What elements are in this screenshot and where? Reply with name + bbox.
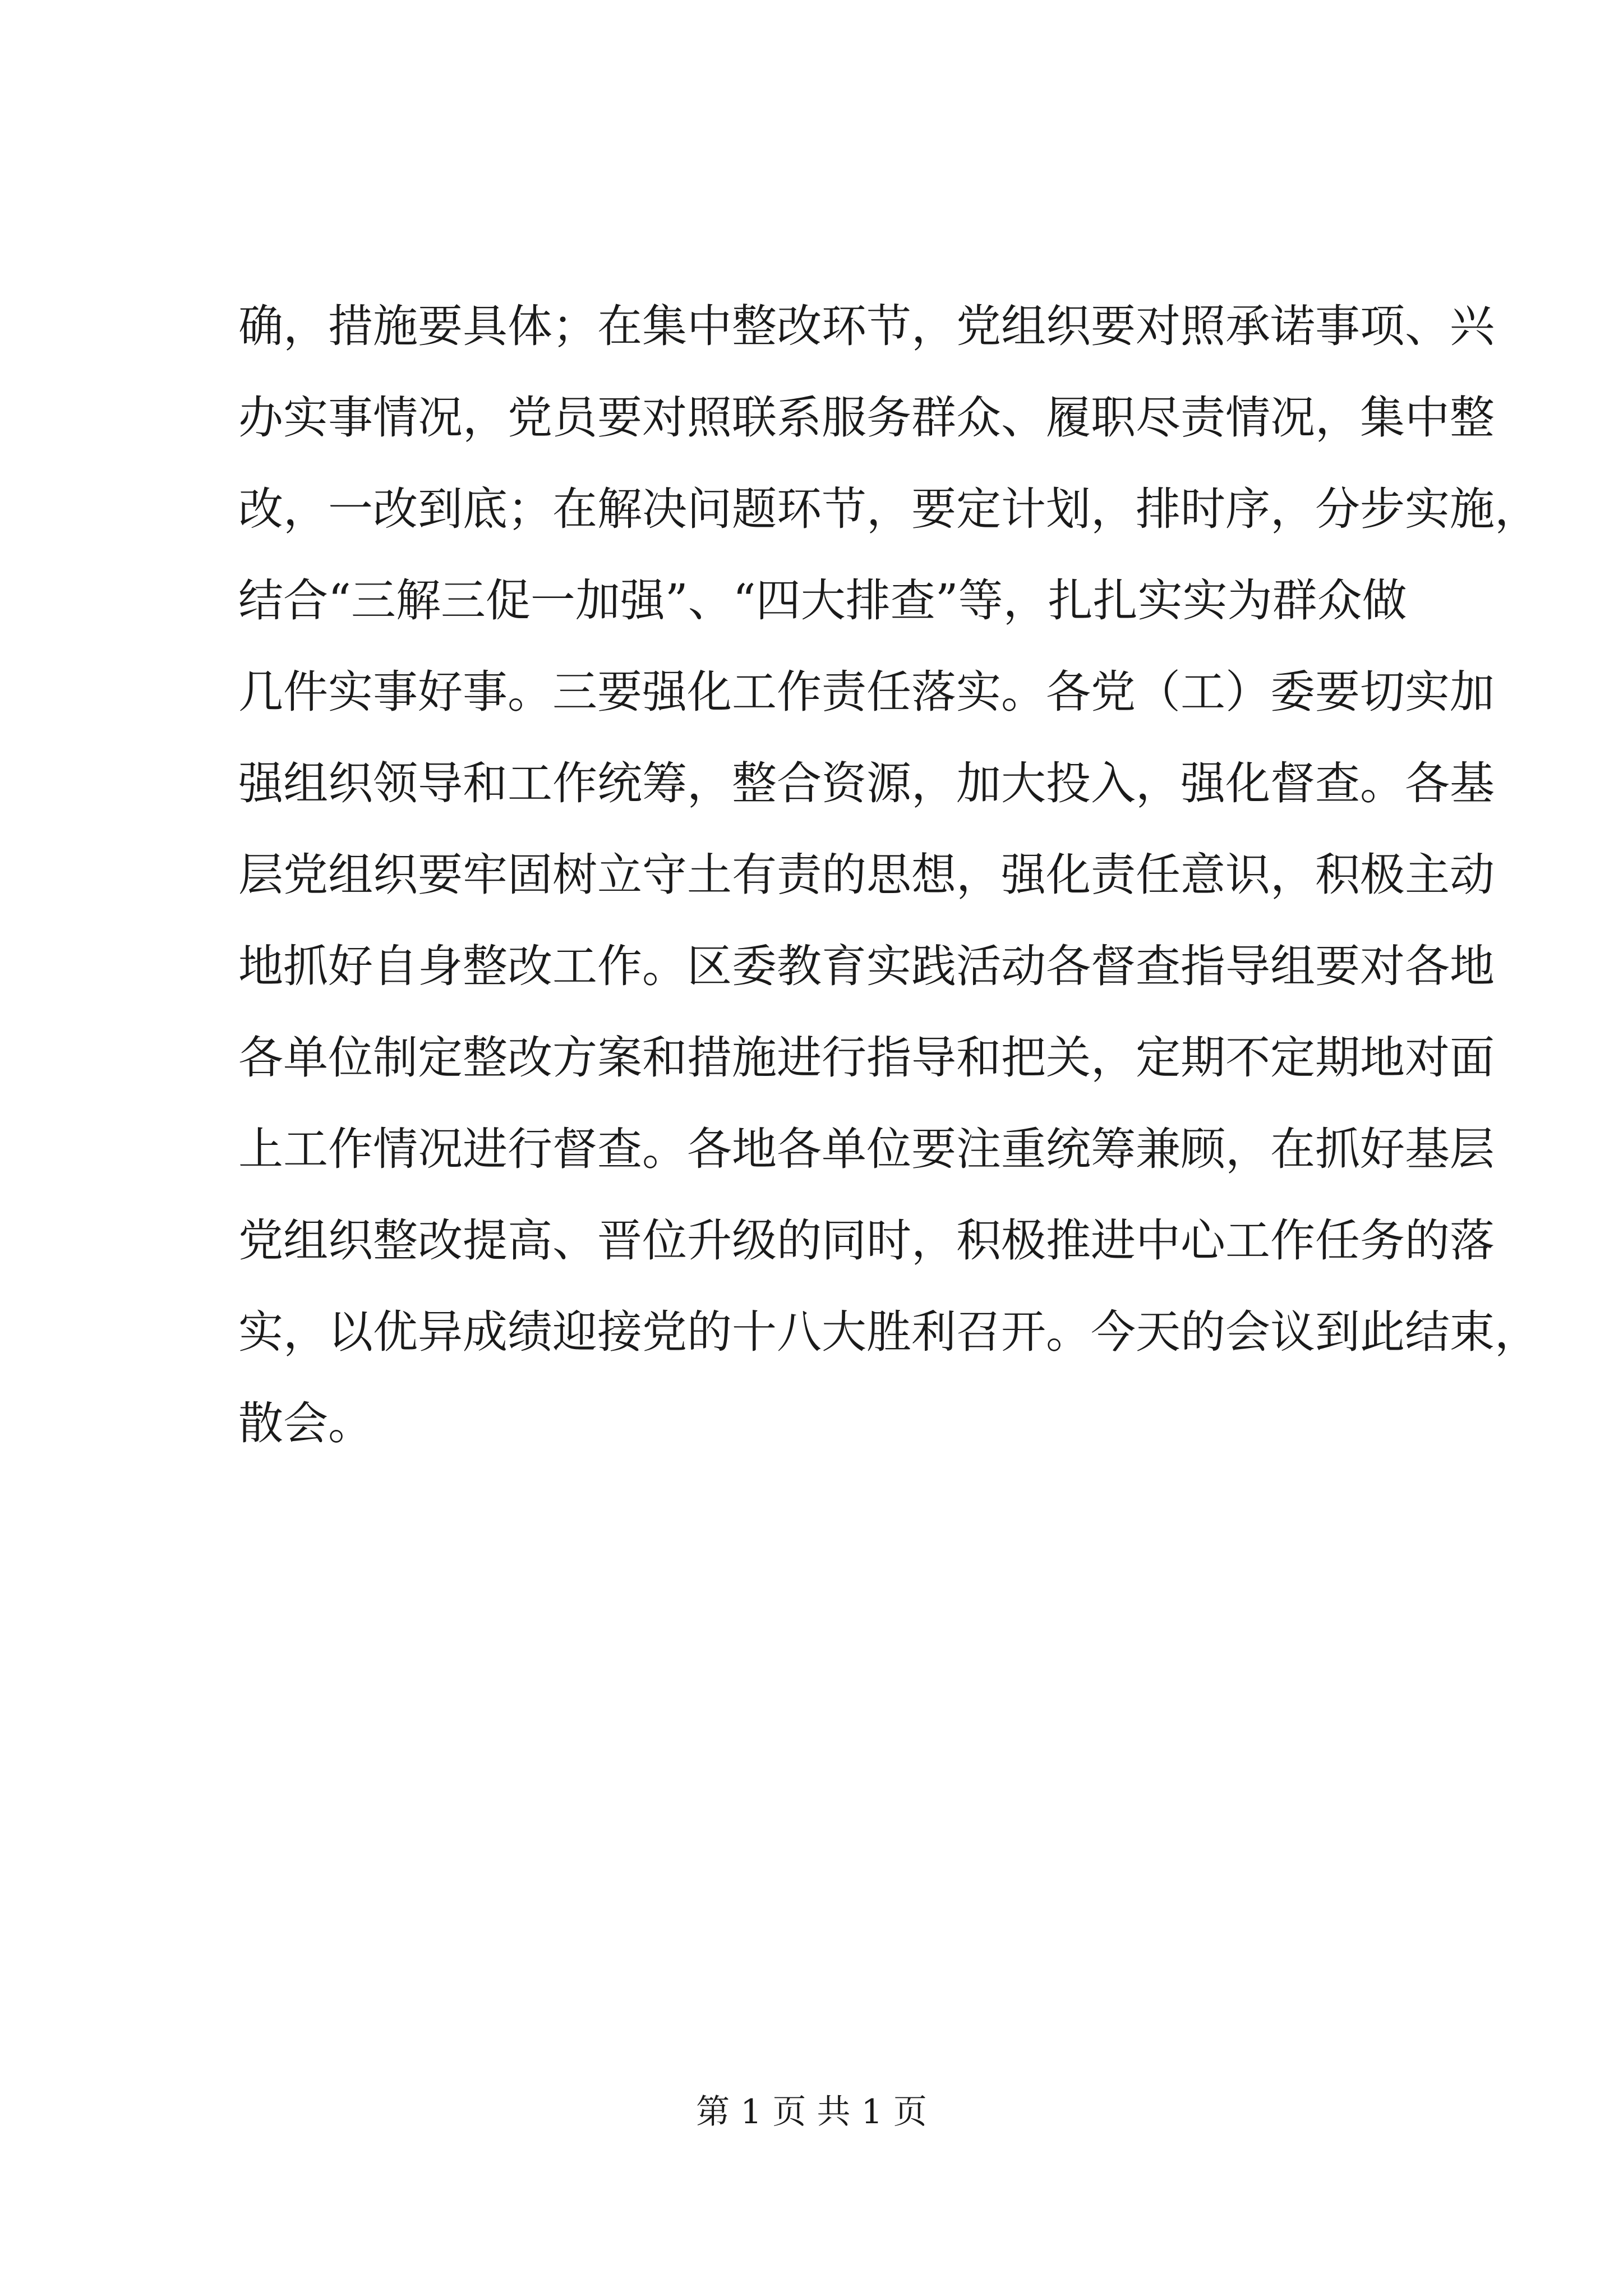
text-line: 改，一改到底；在解决问题环节，要定计划，排时序，分步实施， [238,483,1539,535]
text-line-final: 散会。 [238,1397,373,1450]
text-line: 确，措施要具体；在集中整改环节，党组织要对照承诺事项、兴 [238,300,1495,352]
page-number-footer: 第 1 页 共 1 页 [696,2092,927,2132]
text-line: 党组织整改提高、晋位升级的同时，积极推进中心工作任务的落 [238,1214,1495,1267]
text-line: 强组织领导和工作统筹，整合资源，加大投入，强化督查。各基 [238,757,1495,809]
body-paragraph [238,280,1539,1469]
text-line: 地抓好自身整改工作。区委教育实践活动各督查指导组要对各地 [238,940,1495,992]
text-line: 层党组织要牢固树立守土有责的思想，强化责任意识，积极主动 [238,849,1495,901]
text-line: 上工作情况进行督查。各地各单位要注重统筹兼顾，在抓好基层 [238,1123,1495,1175]
text-line: 各单位制定整改方案和措施进行指导和把关，定期不定期地对面 [238,1032,1495,1084]
text-line: 结合“三解三促一加强”、“四大排查”等，扎扎实实为群众做 [238,574,1407,627]
text-line: 办实事情况，党员要对照联系服务群众、履职尽责情况，集中整 [238,392,1495,444]
text-line: 几件实事好事。三要强化工作责任落实。各党（工）委要切实加 [238,666,1495,718]
text-line: 实，以优异成绩迎接党的十八大胜利召开。今天的会议到此结束， [238,1306,1539,1358]
